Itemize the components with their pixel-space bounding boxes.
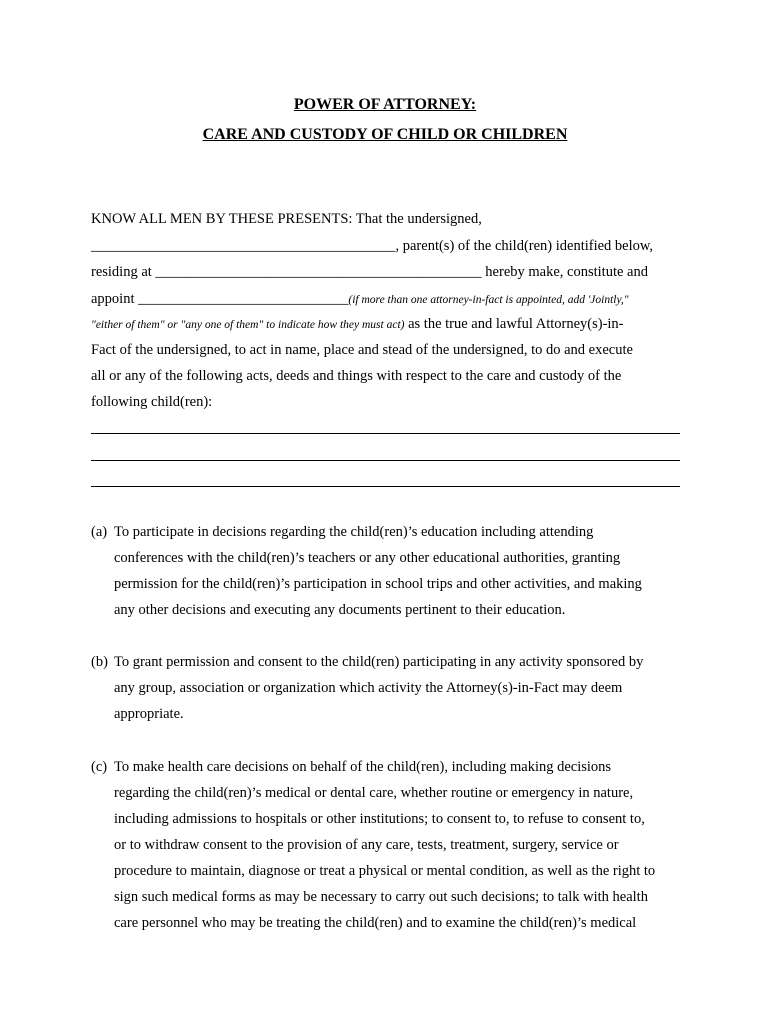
item-a-line: any other decisions and executing any documents pertinent to their education. bbox=[114, 602, 566, 618]
item-b-line: any group, association or organization which activity the Attorney(s)-in-Fact may deem bbox=[114, 680, 623, 696]
document-title: POWER OF ATTORNEY: bbox=[293, 96, 477, 113]
item-c-line: sign such medical forms as may be necessary to carry out such decisions; to talk with health bbox=[114, 889, 648, 905]
residence-line: residing at _____________________________________________ hereby make, constitute and bbox=[91, 264, 648, 280]
item-c-line: procedure to maintain, diagnose or treat a physical or mental condition, as well as the right to bbox=[114, 863, 656, 879]
intro-line-8: following child(ren): bbox=[91, 394, 213, 410]
item-c-line: including admissions to hospitals or other institutions; to consent to, to refuse to consent to, bbox=[114, 811, 645, 827]
appoint-line bbox=[91, 289, 691, 310]
appoint-instruction: (if more than one attorney-in-fact is appointed, add 'Jointly," bbox=[348, 294, 629, 306]
child-name-line-3 bbox=[91, 486, 680, 487]
intro-line-1: KNOW ALL MEN BY THESE PRESENTS: That the undersigned, bbox=[91, 211, 482, 227]
attorney-text: as the true and lawful Attorney(s)-in- bbox=[404, 316, 624, 332]
item-c-line: To make health care decisions on behalf of the child(ren), including making decisions bbox=[114, 759, 612, 775]
item-c-line: regarding the child(ren)’s medical or dental care, whether routine or emergency in nature, bbox=[114, 785, 634, 801]
document-subtitle: CARE AND CUSTODY OF CHILD OR CHILDREN bbox=[202, 126, 568, 143]
item-a-line: permission for the child(ren)’s participation in school trips and other activities, and making bbox=[114, 576, 642, 592]
item-c-label: (c) bbox=[91, 759, 108, 775]
parent-name-line: __________________________________________, parent(s) of the child(ren) identified below, bbox=[91, 238, 654, 254]
item-a-line: conferences with the child(ren)’s teachers or any other educational authorities, granting bbox=[114, 550, 621, 566]
item-c-line: or to withdraw consent to the provision of any care, tests, treatment, surgery, service or bbox=[114, 837, 619, 853]
attorney-instruction: "either of them" or "any one of them" to indicate how they must act) bbox=[91, 319, 405, 331]
item-b-label: (b) bbox=[91, 654, 108, 670]
child-name-line-2 bbox=[91, 460, 680, 461]
item-b-line: appropriate. bbox=[114, 706, 184, 722]
item-a-line: To participate in decisions regarding the child(ren)’s education including attending bbox=[114, 524, 594, 540]
intro-line-6: Fact of the undersigned, to act in name, place and stead of the undersigned, to do and execute bbox=[91, 342, 633, 358]
intro-line-7: all or any of the following acts, deeds and things with respect to the care and custody of the bbox=[91, 368, 622, 384]
appoint-blank: appoint _____________________________ bbox=[91, 291, 349, 307]
attorney-line bbox=[91, 314, 691, 335]
item-b-line: To grant permission and consent to the child(ren) participating in any activity sponsored by bbox=[114, 654, 644, 670]
item-c-line: care personnel who may be treating the child(ren) and to examine the child(ren)’s medical bbox=[114, 915, 637, 931]
child-name-line-1 bbox=[91, 433, 680, 434]
item-a-label: (a) bbox=[91, 524, 108, 540]
